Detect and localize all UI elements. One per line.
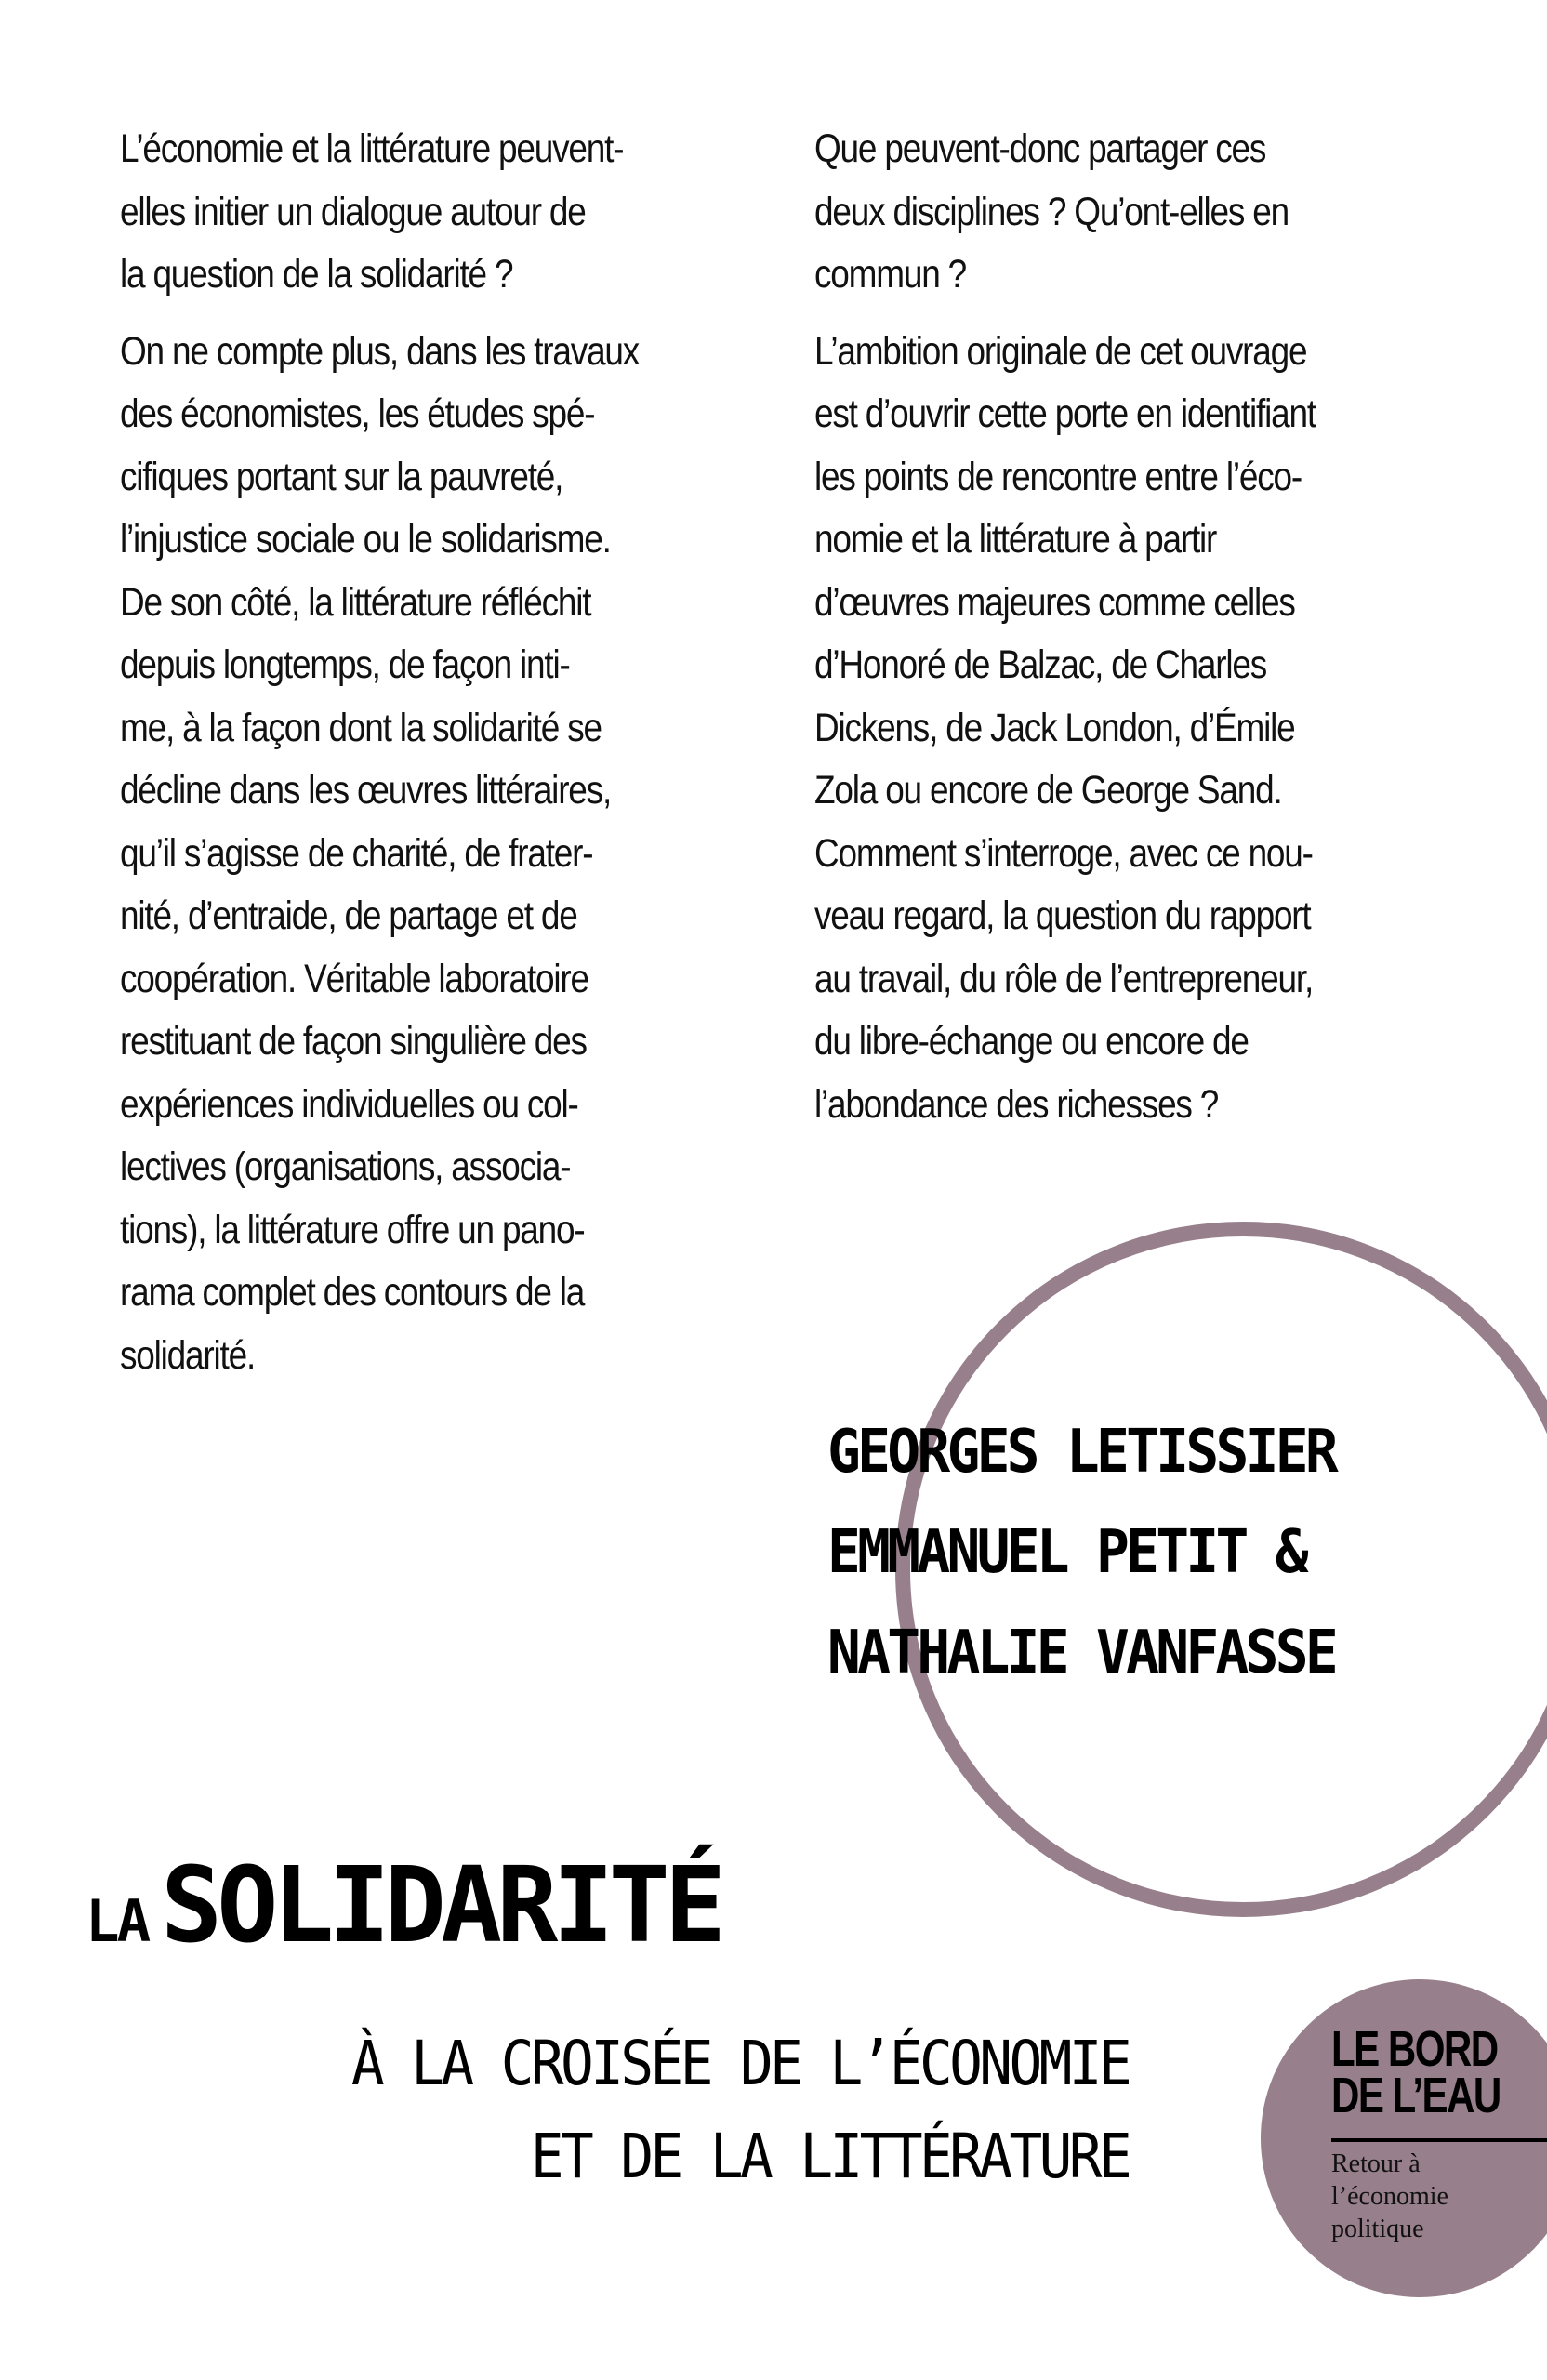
blurb-line: rama complet des contours de la [120,1270,585,1315]
blurb-line: au travail, du rôle de l’entrepreneur, [814,956,1314,1001]
blurb-line: expériences individuelles ou col- [120,1081,578,1127]
blurb-line: Comment s’interroge, avec ce nou- [814,830,1313,876]
blurb-line: L’ambition originale de cet ouvrage [814,328,1307,374]
publisher-divider [1331,2138,1547,2142]
blurb-line: De son côté, la littérature réfléchit [120,579,591,625]
blurb-line: L’économie et la littérature peuvent- [120,126,624,171]
blurb-paragraph [120,321,734,1388]
book-title [86,1845,721,1966]
book-subtitle [351,2017,1129,2203]
blurb-line: Que peuvent-donc partager ces [814,126,1266,171]
blurb-line: l’abondance des richesses ? [814,1081,1219,1127]
blurb-line: veau regard, la question du rapport [814,893,1311,938]
blurb-line: est d’ouvrir cette porte en identifiant [814,391,1316,436]
blurb-line: cifiques portant sur la pauvreté, [120,454,563,499]
publisher-name-line: LE BORD [1331,2021,1498,2077]
blurb-line: d’Honoré de Balzac, de Charles [814,642,1267,687]
collection-line: politique [1331,2215,1424,2243]
blurb-line: tions), la littérature offre un pano- [120,1207,585,1252]
blurb-line: Zola ou encore de George Sand. [814,768,1282,813]
collection-name [1331,2148,1448,2245]
blurb-line: me, à la façon dont la solidarité se [120,705,602,750]
collection-line: Retour à [1331,2149,1421,2178]
blurb-line: nité, d’entraide, de partage et de [120,893,577,938]
blurb-line: des économistes, les études spé- [120,391,595,436]
author-name: NATHALIE VANFASSE [827,1619,1335,1687]
author-list [827,1402,1335,1703]
blurb-paragraph [814,321,1428,1137]
blurb-line: la question de la solidarité ? [120,252,513,297]
title-main: SOLIDARITÉ [161,1845,721,1966]
blurb-line: d’œuvres majeures comme celles [814,579,1295,625]
title-article: LA [86,1887,149,1955]
blurb-right-column [814,118,1428,1150]
subtitle-line: À LA CROISÉE DE L’ÉCONOMIE [350,2028,1129,2099]
blurb-line: Dickens, de Jack London, d’Émile [814,705,1295,750]
blurb-line: décline dans les œuvres littéraires, [120,768,612,813]
author-name: EMMANUEL PETIT & [827,1518,1305,1587]
blurb-paragraph [120,118,734,307]
blurb-line: elles initier un dialogue autour de [120,189,586,234]
collection-line: l’économie [1331,2182,1448,2211]
publisher-name [1331,2021,1501,2123]
blurb-line: nomie et la littérature à partir [814,517,1217,562]
blurb-paragraph [814,118,1428,307]
blurb-line: deux disciplines ? Qu’ont-elles en [814,189,1289,234]
blurb-line: les points de rencontre entre l’éco- [814,454,1302,499]
blurb-line: coopération. Véritable laboratoire [120,956,588,1001]
publisher-name-line: DE L’EAU [1331,2068,1501,2123]
blurb-line: On ne compte plus, dans les travaux [120,328,640,374]
blurb-line: du libre-échange ou encore de [814,1019,1249,1064]
blurb-line: restituant de façon singulière des [120,1019,587,1064]
blurb-left-column [120,118,734,1401]
blurb-line: commun ? [814,252,967,297]
blurb-line: solidarité. [120,1332,256,1378]
blurb-line: l’injustice sociale ou le solidarisme. [120,517,611,562]
author-name: GEORGES LETISSIER [827,1418,1335,1487]
subtitle-line: ET DE LA LITTÉRATURE [530,2121,1129,2192]
blurb-line: depuis longtemps, de façon inti- [120,642,570,687]
publisher-logo [1261,1979,1547,2297]
blurb-line: lectives (organisations, associa- [120,1144,571,1189]
blurb-line: qu’il s’agisse de charité, de frater- [120,830,593,876]
